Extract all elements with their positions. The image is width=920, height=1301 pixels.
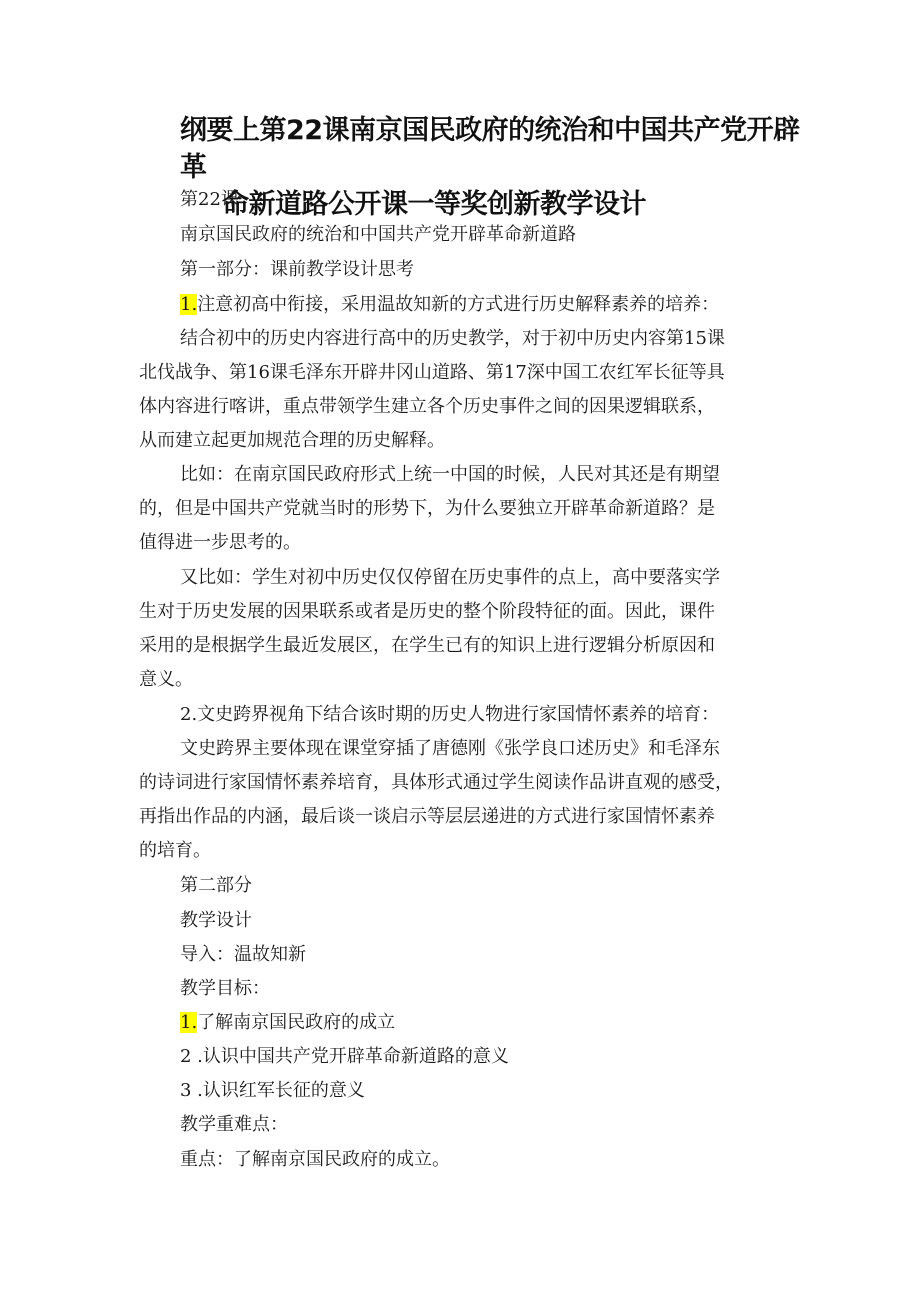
point2-body-line: 文史跨界主要体现在课堂穿插了唐德刚《张学良口述历史》和毛泽东 [180,738,720,759]
objective-3-line: 3 .认识红军长征的意义 [180,1080,365,1101]
intro-line: 导入：温故知新 [180,944,306,965]
document-title [180,112,820,223]
point1-number-highlight: 1. [180,294,198,315]
objective1-text: 了解南京国民政府的成立 [197,1012,396,1033]
point2-body-line: 的培育。 [139,840,211,861]
lesson-number: 第22课 [180,189,239,210]
point1-body-line: 结合初中的历史内容进行高中的历史教学，对于初中历史内容第15课 [180,328,725,349]
point1-text: 注意初高中衔接，采用温故知新的方式进行历史解释素养的培养： [197,294,720,315]
example1-line: 比如：在南京国民政府形式上统一中国的时候，人民对其还是有期望 [180,464,720,485]
point1-body-line: 从而建立起更加规范合理的历史解释。 [139,430,445,451]
objective-2-line: 2 .认识中国共产党开辟革命新道路的意义 [180,1046,509,1067]
point2-line: 2.文史跨界视角下结合该时期的历史人物进行家国情怀素养的培育： [180,704,720,725]
point1-body-line: 北伐战争、第16课毛泽东开辟井冈山道路、第17深中国工农红军长征等具 [139,362,725,383]
lesson-title: 南京国民政府的统治和中国共产党开辟革命新道路 [180,224,576,245]
example1-line: 的，但是中国共产党就当时的形势下，为什么要独立开辟革命新道路？是 [139,498,715,519]
key-point-line: 重点：了解南京国民政府的成立。 [180,1149,450,1170]
example2-line: 意义。 [139,669,193,690]
part2-heading: 第二部分 [180,875,252,896]
teaching-design-heading: 教学设计 [180,910,252,931]
point1-line [180,293,719,317]
point2-body-line: 再指出作品的内涵，最后谈一谈启示等层层递进的方式进行家国情怀素养 [139,806,715,827]
objectives-heading: 教学目标： [180,978,270,999]
objective-1-line [180,1011,395,1035]
part1-heading: 第一部分：课前教学设计思考 [180,259,414,280]
example2-line: 又比如：学生对初中历史仅仅停留在历史事件的点上，高中要落实学 [180,567,720,588]
example2-line: 生对于历史发展的因果联系或者是历史的整个阶段特征的面。因此，课件 [139,601,715,622]
objective1-number-highlight: 1. [180,1012,198,1033]
title-line-2: 命新道路公开课一等奖创新教学设计 [222,189,646,220]
title-line-1: 纲要上第22课南京国民政府的统治和中国共产党开辟革 [180,115,800,183]
point2-body-line: 的诗词进行家国情怀素养培育，具体形式通过学生阅读作品讲直观的感受， [139,772,733,793]
point1-body-line: 体内容进行喀讲，重点带领学生建立各个历史事件之间的因果逻辑联系， [139,396,715,417]
example2-line: 采用的是根据学生最近发展区，在学生已有的知识上进行逻辑分析原因和 [139,635,715,656]
key-points-heading: 教学重难点： [180,1114,288,1135]
example1-line: 值得进一步思考的。 [139,532,301,553]
